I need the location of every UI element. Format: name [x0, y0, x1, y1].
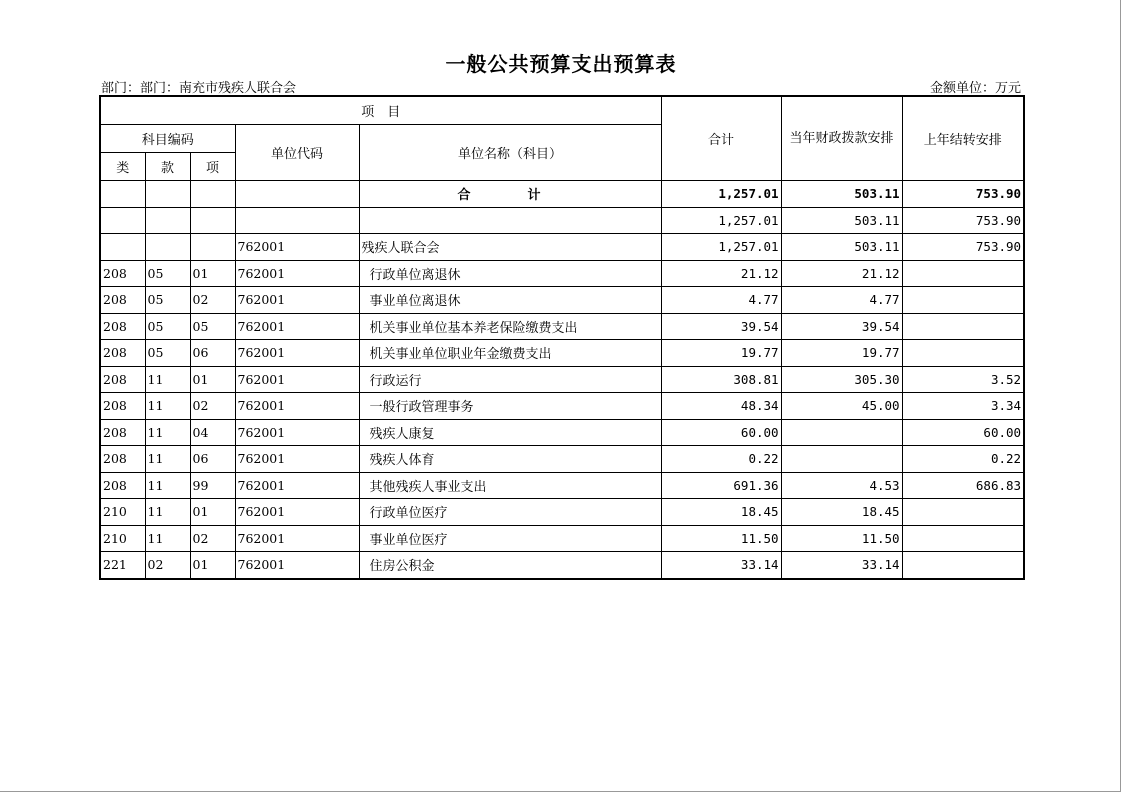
cell-xiang: 04 [190, 419, 235, 446]
cell-carry: 60.00 [902, 419, 1024, 446]
cell-unit-name: 残疾人体育 [359, 446, 661, 473]
total-carry: 753.90 [902, 181, 1024, 208]
cell-unit-code: 762001 [235, 366, 359, 393]
cell-unit-code: 762001 [235, 419, 359, 446]
cell-unit-name: 一般行政管理事务 [359, 393, 661, 420]
page-title: 一般公共预算支出预算表 [445, 52, 677, 76]
cell-unit-code: 762001 [235, 552, 359, 579]
cell-current [781, 446, 902, 473]
header-row-1 [100, 96, 1024, 125]
cell-current: 4.53 [781, 472, 902, 499]
total-row [100, 181, 1024, 208]
cell-total: 18.45 [661, 499, 781, 526]
cell-kuan: 05 [145, 260, 190, 287]
cell-current: 18.45 [781, 499, 902, 526]
cell-unit-name: 事业单位离退休 [359, 287, 661, 314]
table-row [100, 234, 1024, 261]
cell-carry [902, 260, 1024, 287]
cell-xiang: 01 [190, 260, 235, 287]
cell-xiang: 01 [190, 499, 235, 526]
cell-unit-name [359, 207, 661, 234]
cell-total: 21.12 [661, 260, 781, 287]
cell-total: 0.22 [661, 446, 781, 473]
cell-total: 1,257.01 [661, 234, 781, 261]
cell-kuan: 11 [145, 472, 190, 499]
cell-lei: 208 [100, 366, 145, 393]
cell-unit-code: 762001 [235, 234, 359, 261]
header-item: 项 目 [100, 96, 661, 125]
cell-current: 19.77 [781, 340, 902, 367]
cell-carry [902, 287, 1024, 314]
cell-total: 691.36 [661, 472, 781, 499]
cell-carry: 0.22 [902, 446, 1024, 473]
cell-carry: 753.90 [902, 207, 1024, 234]
cell-unit-code: 762001 [235, 446, 359, 473]
table-row [100, 393, 1024, 420]
cell-unit-code: 762001 [235, 340, 359, 367]
cell-lei: 208 [100, 260, 145, 287]
cell-xiang: 06 [190, 446, 235, 473]
cell-unit-name: 机关事业单位基本养老保险缴费支出 [359, 313, 661, 340]
cell-unit-code: 762001 [235, 393, 359, 420]
cell-unit-code: 762001 [235, 313, 359, 340]
header-xiang: 项 [190, 153, 235, 181]
cell-total: 48.34 [661, 393, 781, 420]
cell-xiang: 02 [190, 393, 235, 420]
cell-xiang: 02 [190, 287, 235, 314]
cell-carry: 3.52 [902, 366, 1024, 393]
cell-unit-code: 762001 [235, 287, 359, 314]
cell-lei: 210 [100, 525, 145, 552]
cell-xiang: 01 [190, 366, 235, 393]
cell-kuan: 11 [145, 393, 190, 420]
cell-kuan: 11 [145, 446, 190, 473]
cell-lei [100, 207, 145, 234]
table-row [100, 207, 1024, 234]
table-row [100, 260, 1024, 287]
header-subject-code: 科目编码 [100, 125, 235, 153]
cell-carry [902, 313, 1024, 340]
cell-current: 33.14 [781, 552, 902, 579]
table-row [100, 499, 1024, 526]
cell-kuan [145, 234, 190, 261]
cell-current: 21.12 [781, 260, 902, 287]
cell-carry: 753.90 [902, 234, 1024, 261]
cell-carry [902, 525, 1024, 552]
header-unit-code: 单位代码 [235, 125, 359, 181]
cell-unit-name: 残疾人康复 [359, 419, 661, 446]
unit-label: 金额单位：万元 [929, 81, 1021, 96]
cell-kuan: 11 [145, 419, 190, 446]
cell-lei: 208 [100, 446, 145, 473]
cell-xiang: 01 [190, 552, 235, 579]
cell-lei: 208 [100, 313, 145, 340]
cell-carry: 3.34 [902, 393, 1024, 420]
cell-total: 4.77 [661, 287, 781, 314]
total-amount: 1,257.01 [661, 181, 781, 208]
total-label: 合 计 [359, 181, 661, 208]
cell-unit-name: 行政运行 [359, 366, 661, 393]
header-lei: 类 [100, 153, 145, 181]
cell-lei: 221 [100, 552, 145, 579]
table-row [100, 366, 1024, 393]
cell-carry [902, 499, 1024, 526]
cell-unit-name: 行政单位离退休 [359, 260, 661, 287]
cell-kuan: 11 [145, 525, 190, 552]
cell-current: 45.00 [781, 393, 902, 420]
cell-unit-code: 762001 [235, 525, 359, 552]
cell-current: 503.11 [781, 207, 902, 234]
cell-current: 4.77 [781, 287, 902, 314]
table-row [100, 419, 1024, 446]
table-row [100, 552, 1024, 579]
cell-carry [902, 552, 1024, 579]
cell-xiang: 99 [190, 472, 235, 499]
cell-kuan: 05 [145, 340, 190, 367]
cell-total: 11.50 [661, 525, 781, 552]
cell-xiang [190, 207, 235, 234]
table-row [100, 340, 1024, 367]
cell-lei: 208 [100, 419, 145, 446]
cell-lei: 208 [100, 340, 145, 367]
cell-carry [902, 340, 1024, 367]
header-current-year: 当年财政拨款安排 [781, 96, 902, 181]
cell-unit-code: 762001 [235, 260, 359, 287]
cell-kuan: 05 [145, 287, 190, 314]
header-unit-name: 单位名称（科目） [359, 125, 661, 181]
cell-kuan: 11 [145, 366, 190, 393]
cell-total: 19.77 [661, 340, 781, 367]
cell-lei: 208 [100, 472, 145, 499]
cell-current: 503.11 [781, 234, 902, 261]
cell-total: 1,257.01 [661, 207, 781, 234]
header-last-year: 上年结转安排 [902, 96, 1024, 181]
table-row [100, 472, 1024, 499]
cell-xiang: 02 [190, 525, 235, 552]
cell-lei: 210 [100, 499, 145, 526]
cell-kuan: 05 [145, 313, 190, 340]
cell-total: 60.00 [661, 419, 781, 446]
table-row [100, 446, 1024, 473]
cell-xiang: 05 [190, 313, 235, 340]
cell-unit-code: 762001 [235, 499, 359, 526]
cell-unit-name: 事业单位医疗 [359, 525, 661, 552]
cell-current: 39.54 [781, 313, 902, 340]
total-current: 503.11 [781, 181, 902, 208]
header-kuan: 款 [145, 153, 190, 181]
cell-total: 308.81 [661, 366, 781, 393]
cell-xiang [190, 234, 235, 261]
cell-unit-name: 行政单位医疗 [359, 499, 661, 526]
table-row [100, 525, 1024, 552]
cell-lei [100, 234, 145, 261]
cell-total: 33.14 [661, 552, 781, 579]
cell-unit-code [235, 207, 359, 234]
cell-current: 305.30 [781, 366, 902, 393]
cell-unit-name: 其他残疾人事业支出 [359, 472, 661, 499]
cell-current [781, 419, 902, 446]
cell-kuan: 11 [145, 499, 190, 526]
cell-lei: 208 [100, 393, 145, 420]
table-row [100, 313, 1024, 340]
cell-unit-name: 住房公积金 [359, 552, 661, 579]
department-label: 部门：部门：南充市残疾人联合会 [101, 81, 297, 96]
cell-total: 39.54 [661, 313, 781, 340]
cell-carry: 686.83 [902, 472, 1024, 499]
cell-current: 11.50 [781, 525, 902, 552]
cell-unit-code: 762001 [235, 472, 359, 499]
cell-lei: 208 [100, 287, 145, 314]
cell-kuan: 02 [145, 552, 190, 579]
header-total: 合计 [661, 96, 781, 181]
budget-table [99, 95, 1025, 580]
cell-unit-name: 残疾人联合会 [359, 234, 661, 261]
table-row [100, 287, 1024, 314]
cell-xiang: 06 [190, 340, 235, 367]
cell-kuan [145, 207, 190, 234]
cell-unit-name: 机关事业单位职业年金缴费支出 [359, 340, 661, 367]
